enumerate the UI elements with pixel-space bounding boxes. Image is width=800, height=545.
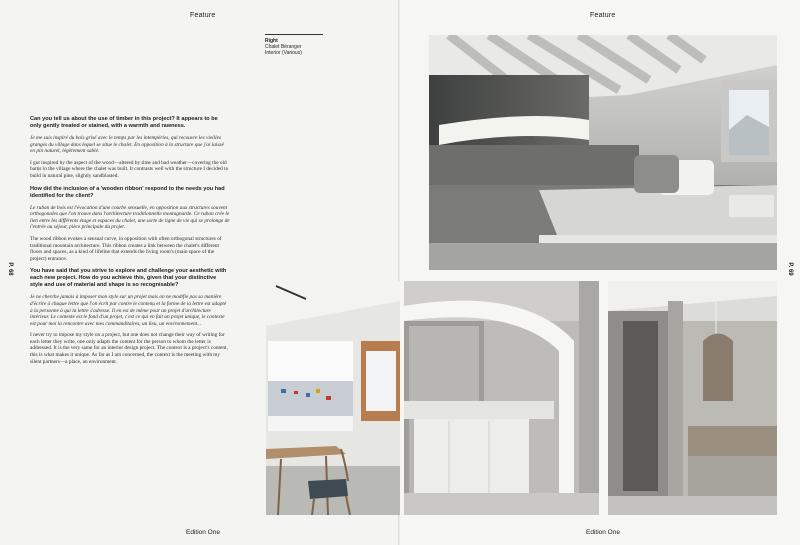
answer-1-english: I got inspired by the aspect of the wood—altered by time and bad weather—covering the old barns in the village where the chalet was built. It contrasts well with the structure I decided to build in natural pine, slightly sandblasted.: [30, 159, 229, 179]
answer-1-french: Je me suis inspiré du bois grisé avec le temps par les intempéries, qui recouvre les vieilles granges du village dans lequel se situe le chalet. En opposition à la structure que j'ai laissé en pin naturel, légèrement sablé.: [30, 135, 224, 155]
photo-caption: [265, 34, 323, 56]
photo-bathroom: [608, 281, 777, 515]
photo-dining-window: [266, 281, 400, 515]
question-2: How did the inclusion of a 'wooden ribbon' respond to the needs you had identified for the client?: [30, 185, 225, 199]
running-head-left: Feature: [190, 12, 216, 19]
question-3: You have said that you strive to explore and challenge your aesthetic with each new project. How do you achieve this, given that your distinctive style and use of material and shape is so recognisable?: [30, 268, 227, 289]
answer-2-french: Le ruban de bois est l'évocation d'une courbe sensuelle, en opposition aux structures souvent orthogonales que l'on trouve dans l'architecture traditionnelle montagnarde. Ce ruban crée le lien entre les différents étage et espaces du chalet, une sorte de ligne de vie qui se prolonge de l'entrée au séjour, pièce principale du projet.: [30, 204, 230, 231]
running-head-right: Feature: [590, 12, 616, 19]
caption-line-1: Chalet Béranger: [265, 44, 302, 50]
answer-3-english: I never try to impose my style on a project, but one does not change their way of writing for each letter they write, one only adapts the content for the person to whom the letter is addressed. It is the very same for an interior design project. The context is a project's content, this is what makes it unique. As far as I am concerned, the context is the meeting with my silent partners—a place, an environment.: [30, 332, 228, 365]
caption-rule: [265, 34, 323, 35]
question-1: Can you tell us about the use of timber in this project? It appears to be only gently treated or stained, with a warmth and rawness.: [30, 116, 218, 129]
caption-title: Right: [265, 38, 278, 44]
answer-2-english: The wood ribbon evokes a sensual curve, in opposition with often orthogonal structures of traditional mountain architecture. This ribbon creates a link between the chalet's different floors and spaces, as a kind of lifeline that extends the living room's (main space of the project) entrance.: [30, 235, 222, 262]
running-foot-right: Edition One: [586, 529, 620, 536]
photo-living-room: [429, 35, 777, 270]
folio-left: P. 68: [7, 262, 13, 276]
caption-line-2: Interior (Various): [265, 50, 302, 56]
interview-article: [30, 116, 230, 371]
folio-right: P. 69: [787, 262, 793, 276]
photo-kitchen-ribbon: [404, 281, 599, 515]
running-foot-left: Edition One: [186, 529, 220, 536]
answer-3-french: Je ne cherche jamais à imposer mon style sur un projet mais on ne modifie pas sa manière d'écrire à chaque lettre que l'on écrit par contre le contenu et la forme de la lettre est adapté à la personne à qui la lettre s'adresse. Il en est de même pour un projet d'architecture intérieur. Le contexte est le fond d'un projet, c'est ce qui en fait un projet unique, le contexte est pour moi la rencontre avec mes commanditaires, un lieu, un environnement...: [30, 294, 227, 327]
